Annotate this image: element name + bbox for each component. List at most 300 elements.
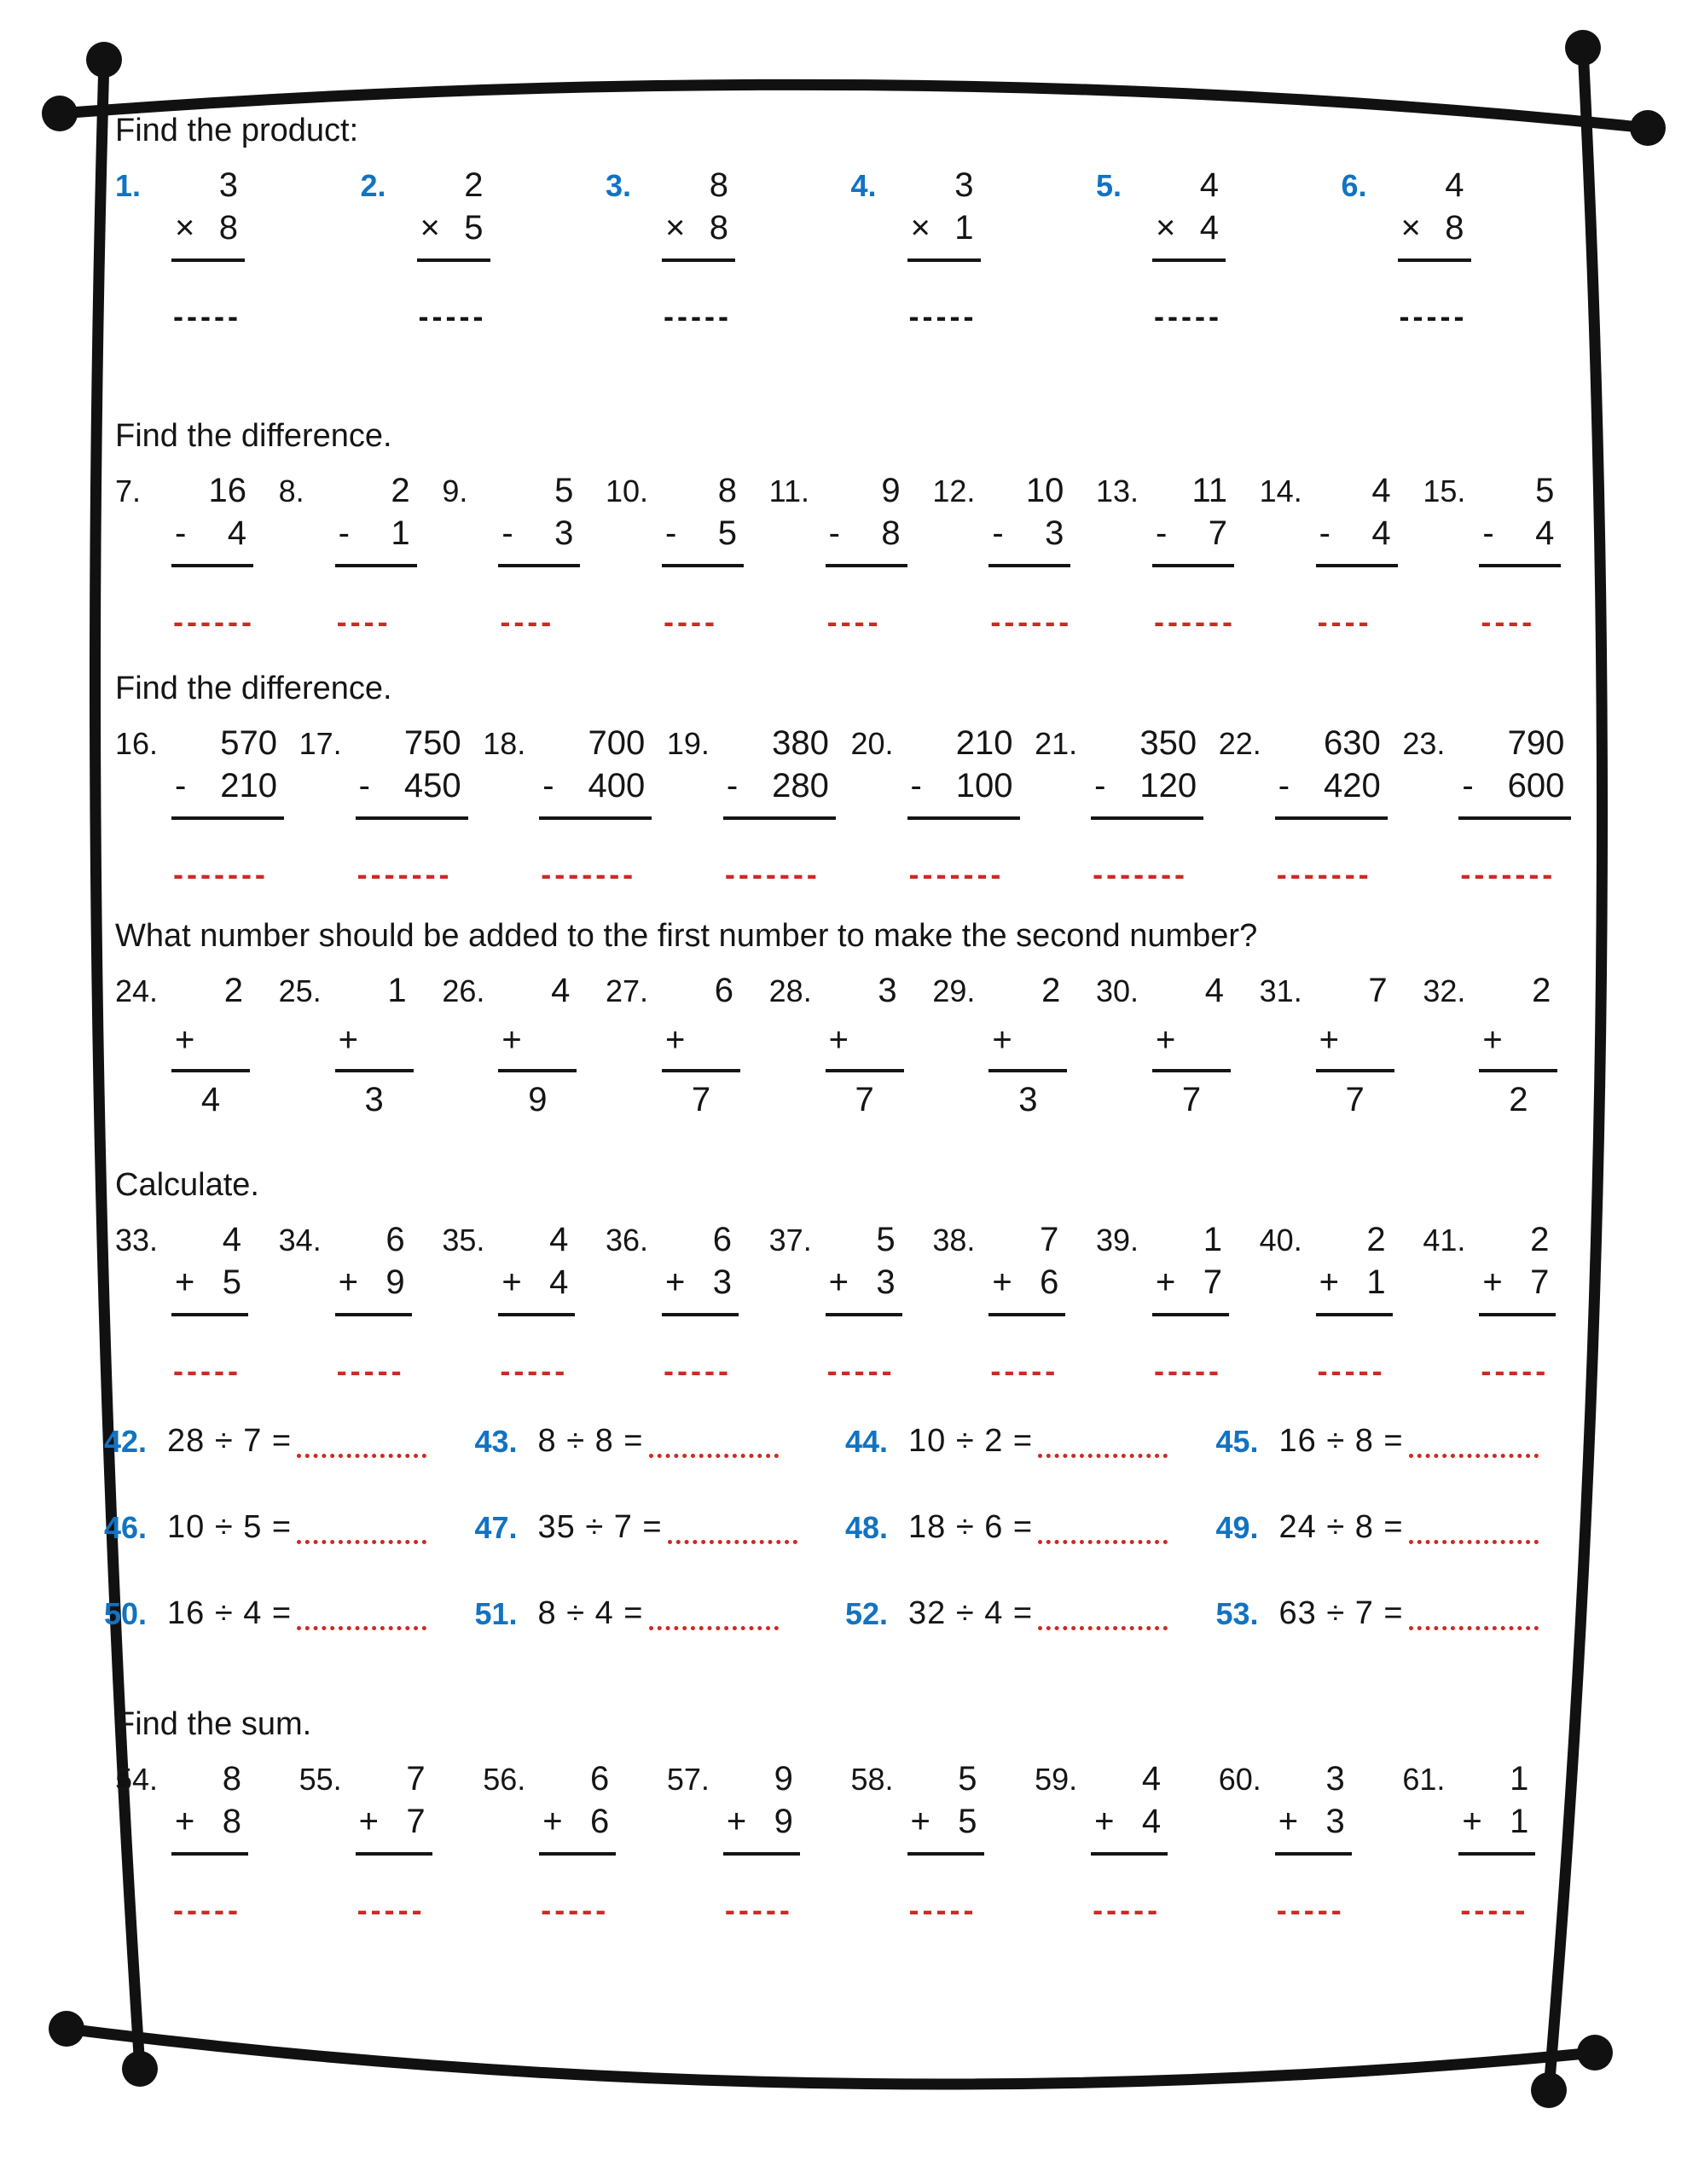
bottom-operand: 8 bbox=[218, 209, 238, 247]
problem bbox=[483, 723, 667, 892]
bottom-operand: 6 bbox=[1040, 1263, 1059, 1301]
problem-stack bbox=[539, 1758, 616, 1927]
plus-and-answer-space[interactable]: + bbox=[665, 1021, 686, 1059]
top-operand: 16 bbox=[208, 472, 246, 509]
problem-number: 44. bbox=[845, 1424, 889, 1459]
bottom-operand: 6 bbox=[590, 1803, 610, 1840]
problem bbox=[115, 1758, 299, 1927]
answer-line[interactable]: ----- bbox=[724, 1892, 793, 1927]
operator: + bbox=[358, 1803, 379, 1840]
problem-number: 42. bbox=[104, 1424, 148, 1459]
problem bbox=[1096, 970, 1260, 1120]
bottom-operand: 8 bbox=[709, 209, 728, 247]
problem bbox=[845, 1423, 1216, 1460]
problem-stack bbox=[356, 723, 468, 892]
operator-row bbox=[1152, 1263, 1229, 1316]
operator-row bbox=[988, 514, 1070, 567]
top-operand: 8 bbox=[222, 1760, 241, 1798]
problem-stack bbox=[171, 1758, 248, 1927]
bottom-operand: 4 bbox=[549, 1263, 569, 1301]
problem bbox=[104, 1509, 475, 1546]
answer-line[interactable]: ------- bbox=[908, 857, 1005, 892]
top-operand: 10 bbox=[1025, 472, 1064, 509]
problem-stack bbox=[171, 165, 245, 334]
first-number: 7 bbox=[1368, 972, 1388, 1009]
top-operand: 210 bbox=[955, 724, 1013, 762]
problem-number: 53. bbox=[1215, 1596, 1259, 1631]
problem bbox=[606, 1219, 769, 1388]
top-operand: 7 bbox=[406, 1760, 426, 1798]
operator-row bbox=[417, 209, 490, 262]
problem-stack bbox=[1275, 723, 1388, 892]
operator: - bbox=[1462, 767, 1474, 804]
problem bbox=[1216, 1595, 1587, 1632]
problem-number: 12. bbox=[932, 473, 976, 508]
answer-line[interactable]: ---- bbox=[1317, 604, 1372, 639]
problem bbox=[1260, 1219, 1423, 1388]
problem bbox=[606, 970, 769, 1120]
operator: × bbox=[1400, 209, 1421, 247]
problem-stack bbox=[826, 1219, 902, 1388]
problem-stack bbox=[723, 1758, 800, 1927]
answer-line[interactable]: ----- bbox=[1460, 1892, 1529, 1927]
operator: - bbox=[665, 514, 677, 552]
problem bbox=[1035, 723, 1219, 892]
problem bbox=[442, 970, 606, 1120]
top-operand: 4 bbox=[1141, 1760, 1162, 1798]
operator: + bbox=[726, 1803, 747, 1840]
section-find-sum bbox=[115, 1706, 1586, 1927]
plus-and-answer-space[interactable]: + bbox=[1482, 1021, 1503, 1059]
problem-number: 28. bbox=[768, 973, 812, 1008]
problem bbox=[1402, 723, 1586, 892]
first-number: 2 bbox=[1041, 972, 1061, 1009]
operator-row bbox=[539, 767, 652, 820]
operator: + bbox=[1462, 1803, 1482, 1840]
operator-row bbox=[356, 1803, 432, 1856]
bottom-operand: 4 bbox=[1141, 1803, 1162, 1840]
division-expression: 16 ÷ 8 = bbox=[1278, 1423, 1404, 1459]
section-find-difference-1 bbox=[115, 418, 1586, 639]
problem-stack bbox=[907, 723, 1020, 892]
answer-line[interactable] bbox=[649, 1454, 779, 1458]
answer-line[interactable] bbox=[297, 1454, 426, 1458]
bottom-operand: 5 bbox=[958, 1803, 977, 1840]
answer-line[interactable]: ----- bbox=[541, 1892, 610, 1927]
top-operand: 4 bbox=[549, 1221, 569, 1258]
problem bbox=[1216, 1509, 1587, 1546]
problem-number: 20. bbox=[850, 726, 894, 761]
operator-row bbox=[1458, 1803, 1535, 1856]
problem-stack bbox=[1479, 1219, 1556, 1388]
operator-row bbox=[498, 514, 580, 567]
answer-line[interactable]: ----- bbox=[1317, 1353, 1386, 1388]
problem-stack bbox=[539, 723, 652, 892]
problem-number: 59. bbox=[1035, 1762, 1078, 1797]
problem bbox=[667, 1758, 851, 1927]
problem-number: 16. bbox=[115, 726, 159, 761]
answer-line[interactable]: ------ bbox=[1154, 604, 1236, 639]
answer-line[interactable]: ------- bbox=[357, 857, 453, 892]
problem-number: 15. bbox=[1423, 473, 1466, 508]
answer-line[interactable]: ---- bbox=[500, 604, 555, 639]
problem-number: 56. bbox=[483, 1762, 526, 1797]
second-number: 7 bbox=[855, 1081, 874, 1118]
answer-line[interactable]: ----- bbox=[1399, 299, 1468, 334]
answer-line[interactable]: ----- bbox=[1154, 1353, 1222, 1388]
answer-line[interactable]: ------- bbox=[1460, 857, 1557, 892]
border-bottom-line bbox=[67, 2029, 1595, 2084]
operator: - bbox=[175, 767, 187, 804]
problem bbox=[299, 723, 484, 892]
answer-line[interactable] bbox=[1038, 1626, 1168, 1630]
problem-grid bbox=[115, 1758, 1586, 1927]
top-operand: 5 bbox=[876, 1221, 896, 1258]
bottom-operand: 8 bbox=[222, 1803, 241, 1840]
problem-number: 21. bbox=[1035, 726, 1078, 761]
answer-line[interactable]: ------- bbox=[1093, 857, 1189, 892]
top-operand: 6 bbox=[386, 1221, 405, 1258]
top-operand: 4 bbox=[1371, 472, 1391, 509]
top-operand: 2 bbox=[1366, 1221, 1386, 1258]
plus-and-answer-space[interactable]: + bbox=[828, 1021, 849, 1059]
bottom-operand: 5 bbox=[717, 514, 737, 552]
operator: - bbox=[1156, 514, 1168, 552]
top-operand: 2 bbox=[1530, 1221, 1550, 1258]
second-number: 9 bbox=[528, 1081, 548, 1118]
answer-line[interactable] bbox=[1409, 1540, 1539, 1544]
problem-number: 47. bbox=[474, 1510, 518, 1545]
operator-row bbox=[1152, 514, 1234, 567]
problem-stack bbox=[988, 970, 1067, 1120]
problem-number: 37. bbox=[768, 1223, 812, 1258]
operator-row bbox=[356, 767, 468, 820]
problem-stack bbox=[1091, 723, 1203, 892]
problem-number: 11. bbox=[768, 473, 810, 508]
problem bbox=[115, 723, 299, 892]
problem-number: 9. bbox=[442, 473, 468, 508]
section-heading: Calculate. bbox=[115, 1167, 259, 1203]
problem bbox=[667, 723, 851, 892]
problem bbox=[769, 1219, 933, 1388]
answer-line[interactable]: ----- bbox=[1276, 1892, 1345, 1927]
problem bbox=[1402, 1758, 1586, 1927]
answer-line[interactable]: ------ bbox=[990, 604, 1073, 639]
operator-row bbox=[171, 767, 284, 820]
problem-stack bbox=[826, 970, 904, 1120]
problem-grid bbox=[115, 470, 1586, 639]
problem-stack bbox=[1458, 723, 1571, 892]
section-heading: Find the product: bbox=[115, 113, 359, 148]
bottom-operand: 7 bbox=[406, 1803, 426, 1840]
section-find-product bbox=[115, 113, 1586, 334]
operator-row bbox=[171, 1263, 248, 1316]
problem-stack bbox=[171, 723, 284, 892]
answer-line[interactable] bbox=[649, 1626, 779, 1630]
top-operand: 5 bbox=[1535, 472, 1555, 509]
problem-number: 52. bbox=[845, 1596, 889, 1631]
operator: + bbox=[992, 1263, 1012, 1301]
top-operand: 790 bbox=[1507, 724, 1565, 762]
problem-stack bbox=[662, 165, 735, 334]
top-operand: 2 bbox=[464, 166, 484, 204]
operator: + bbox=[1278, 1803, 1299, 1840]
bottom-operand: 1 bbox=[954, 209, 974, 247]
problem-number: 5. bbox=[1096, 168, 1122, 203]
problem-stack bbox=[171, 470, 253, 639]
top-operand: 8 bbox=[709, 166, 728, 204]
operator-row bbox=[1398, 209, 1471, 262]
problem-stack bbox=[1398, 165, 1471, 334]
operator-row bbox=[907, 209, 981, 262]
top-operand: 3 bbox=[954, 166, 974, 204]
problem bbox=[769, 470, 933, 639]
problem bbox=[279, 1219, 443, 1388]
problem-stack bbox=[1152, 470, 1234, 639]
answer-line[interactable]: ------ bbox=[173, 604, 255, 639]
top-operand: 5 bbox=[554, 472, 574, 509]
problem-stack bbox=[417, 165, 490, 334]
operator: + bbox=[910, 1803, 930, 1840]
plus-and-answer-space[interactable]: + bbox=[175, 1021, 195, 1059]
division-expression: 28 ÷ 7 = bbox=[167, 1423, 293, 1459]
problem bbox=[475, 1423, 846, 1460]
bottom-operand: 3 bbox=[1045, 514, 1064, 552]
problem-number: 6. bbox=[1341, 168, 1367, 203]
problem-number: 24. bbox=[115, 973, 159, 1008]
answer-line[interactable]: ----- bbox=[173, 299, 241, 334]
plus-and-answer-space[interactable]: + bbox=[1156, 1021, 1176, 1059]
operator-row bbox=[662, 514, 744, 567]
problem-number: 2. bbox=[360, 168, 386, 203]
problem-number: 61. bbox=[1402, 1762, 1446, 1797]
division-expression: 8 ÷ 4 = bbox=[537, 1595, 644, 1631]
operator: - bbox=[992, 514, 1004, 552]
problem bbox=[115, 470, 279, 639]
operator-row bbox=[1091, 767, 1203, 820]
top-operand: 350 bbox=[1139, 724, 1197, 762]
plus-and-answer-space[interactable]: + bbox=[501, 1021, 522, 1059]
answer-line[interactable] bbox=[297, 1540, 426, 1544]
problem-number: 36. bbox=[606, 1223, 649, 1258]
problem-number: 10. bbox=[606, 473, 649, 508]
section-heading: Find the sum. bbox=[115, 1706, 312, 1742]
operator-row bbox=[1275, 1803, 1352, 1856]
operator-row bbox=[498, 1263, 575, 1316]
problem bbox=[932, 1219, 1096, 1388]
problem bbox=[1219, 1758, 1403, 1927]
operator: - bbox=[828, 514, 840, 552]
problem bbox=[442, 1219, 606, 1388]
top-operand: 7 bbox=[1040, 1221, 1059, 1258]
operator-row bbox=[1091, 1803, 1168, 1856]
problem bbox=[845, 1509, 1216, 1546]
answer-line[interactable]: ---- bbox=[664, 604, 718, 639]
answer-line[interactable] bbox=[668, 1540, 797, 1544]
problem-number: 19. bbox=[666, 726, 710, 761]
bottom-operand: 9 bbox=[774, 1803, 793, 1840]
bottom-operand: 400 bbox=[588, 767, 646, 804]
answer-line[interactable]: ----- bbox=[1093, 1892, 1162, 1927]
problem-number: 31. bbox=[1259, 973, 1302, 1008]
problem-stack bbox=[335, 470, 417, 639]
problem bbox=[299, 1758, 484, 1927]
problem-number: 7. bbox=[115, 473, 142, 508]
answer-line[interactable]: ----- bbox=[826, 1353, 896, 1388]
answer-line[interactable]: ----- bbox=[990, 1353, 1059, 1388]
problem-stack bbox=[1275, 1758, 1352, 1927]
bottom-operand: 4 bbox=[1199, 209, 1219, 247]
problem-number: 51. bbox=[474, 1596, 518, 1631]
problem-number: 29. bbox=[932, 973, 976, 1008]
top-operand: 700 bbox=[588, 724, 646, 762]
answer-line[interactable]: ----- bbox=[1481, 1353, 1550, 1388]
problem bbox=[115, 1219, 279, 1388]
problem bbox=[483, 1758, 667, 1927]
border-corner-dot bbox=[86, 42, 122, 78]
bottom-operand: 210 bbox=[220, 767, 277, 804]
operator: + bbox=[175, 1263, 195, 1301]
operator-row bbox=[907, 767, 1020, 820]
operator: + bbox=[542, 1803, 563, 1840]
top-operand: 1 bbox=[1203, 1221, 1222, 1258]
problem-stack bbox=[1479, 470, 1561, 639]
problem bbox=[1096, 470, 1260, 639]
operator: + bbox=[1094, 1803, 1115, 1840]
top-operand: 8 bbox=[717, 472, 737, 509]
problem bbox=[475, 1595, 846, 1632]
answer-line[interactable]: ----- bbox=[357, 1892, 426, 1927]
problem-stack bbox=[1479, 970, 1557, 1120]
top-operand: 380 bbox=[772, 724, 829, 762]
bottom-operand: 9 bbox=[386, 1263, 405, 1301]
answer-line[interactable] bbox=[1038, 1454, 1168, 1458]
bottom-operand: 8 bbox=[1445, 209, 1464, 247]
section-heading: What number should be added to the first number to make the second number? bbox=[115, 918, 1258, 954]
problem-grid bbox=[115, 970, 1586, 1120]
answer-line[interactable]: ------- bbox=[173, 857, 269, 892]
first-number: 2 bbox=[1532, 972, 1551, 1009]
answer-line[interactable]: ---- bbox=[336, 604, 391, 639]
answer-line[interactable]: ----- bbox=[908, 299, 977, 334]
operator: - bbox=[1094, 767, 1106, 804]
operator: - bbox=[358, 767, 370, 804]
operator-row bbox=[1458, 767, 1571, 820]
problem-stack bbox=[723, 723, 836, 892]
answer-line[interactable] bbox=[1409, 1454, 1539, 1458]
operator: × bbox=[1156, 209, 1176, 247]
section-division bbox=[104, 1423, 1586, 1632]
problem-number: 26. bbox=[442, 973, 485, 1008]
division-expression: 24 ÷ 8 = bbox=[1278, 1509, 1404, 1545]
answer-line[interactable]: ----- bbox=[418, 299, 487, 334]
problem bbox=[1423, 970, 1586, 1120]
answer-line[interactable] bbox=[1409, 1626, 1539, 1630]
operator-row bbox=[723, 1803, 800, 1856]
problem-stack bbox=[335, 970, 414, 1120]
answer-line[interactable]: ------- bbox=[724, 857, 820, 892]
bottom-operand: 8 bbox=[881, 514, 901, 552]
operator: + bbox=[175, 1803, 195, 1840]
problem bbox=[606, 165, 851, 334]
border-corner-dot bbox=[1531, 2072, 1567, 2108]
answer-line[interactable]: ----- bbox=[336, 1353, 405, 1388]
problem-grid bbox=[115, 723, 1586, 892]
problem-stack bbox=[335, 1219, 412, 1388]
operator: × bbox=[665, 209, 686, 247]
border-corner-dot bbox=[1565, 30, 1601, 66]
problem-stack bbox=[171, 1219, 248, 1388]
problem-stack bbox=[907, 165, 981, 334]
problem-number: 14. bbox=[1259, 473, 1302, 508]
problem-number: 43. bbox=[474, 1424, 518, 1459]
second-number: 7 bbox=[1345, 1081, 1365, 1118]
problem bbox=[361, 165, 606, 334]
answer-line[interactable]: ----- bbox=[908, 1892, 977, 1927]
answer-line[interactable] bbox=[297, 1626, 426, 1630]
border-corner-dot bbox=[49, 2011, 84, 2047]
answer-line[interactable]: ----- bbox=[664, 1353, 732, 1388]
answer-line[interactable]: ----- bbox=[1154, 299, 1222, 334]
operator-row bbox=[826, 1263, 902, 1316]
problem-stack bbox=[1152, 970, 1231, 1120]
plus-and-answer-space[interactable]: + bbox=[1319, 1021, 1340, 1059]
problem-number: 57. bbox=[666, 1762, 710, 1797]
problem bbox=[851, 165, 1097, 334]
answer-line[interactable]: ---- bbox=[826, 604, 882, 639]
problem-stack bbox=[1316, 470, 1398, 639]
problem-stack bbox=[826, 470, 907, 639]
bottom-operand: 100 bbox=[955, 767, 1013, 804]
operator-row bbox=[171, 1803, 248, 1856]
problem bbox=[442, 470, 606, 639]
answer-line[interactable]: ----- bbox=[173, 1892, 241, 1927]
problem-number: 8. bbox=[278, 473, 304, 508]
plus-and-answer-space[interactable]: + bbox=[338, 1021, 359, 1059]
top-operand: 5 bbox=[958, 1760, 977, 1798]
second-number: 3 bbox=[364, 1081, 384, 1118]
problem-number: 58. bbox=[850, 1762, 894, 1797]
top-operand: 1 bbox=[1510, 1760, 1529, 1798]
problem-grid bbox=[115, 165, 1586, 334]
answer-line[interactable]: ----- bbox=[500, 1353, 569, 1388]
top-operand: 4 bbox=[1199, 166, 1219, 204]
answer-line[interactable]: ---- bbox=[1481, 604, 1536, 639]
border-corner-dot bbox=[1630, 110, 1666, 146]
division-expression: 16 ÷ 4 = bbox=[167, 1595, 293, 1631]
answer-line[interactable] bbox=[1038, 1540, 1168, 1544]
division-expression: 10 ÷ 2 = bbox=[908, 1423, 1034, 1459]
operator: × bbox=[420, 209, 440, 247]
operator-row bbox=[171, 514, 253, 567]
problem-number: 54. bbox=[115, 1762, 159, 1797]
section-heading: Find the difference. bbox=[115, 418, 392, 454]
problem-number: 13. bbox=[1096, 473, 1139, 508]
answer-line[interactable]: ----- bbox=[173, 1353, 241, 1388]
problem-stack bbox=[1091, 1758, 1168, 1927]
operator: + bbox=[1156, 1263, 1176, 1301]
answer-line[interactable]: ------- bbox=[1276, 857, 1372, 892]
problem bbox=[1216, 1423, 1587, 1460]
division-expression: 18 ÷ 6 = bbox=[908, 1509, 1034, 1545]
division-expression: 35 ÷ 7 = bbox=[537, 1509, 663, 1545]
problem bbox=[104, 1423, 475, 1460]
answer-line[interactable]: ----- bbox=[664, 299, 732, 334]
answer-line[interactable]: ------- bbox=[541, 857, 637, 892]
plus-and-answer-space[interactable]: + bbox=[992, 1021, 1012, 1059]
operator: - bbox=[542, 767, 554, 804]
problem bbox=[1035, 1758, 1219, 1927]
